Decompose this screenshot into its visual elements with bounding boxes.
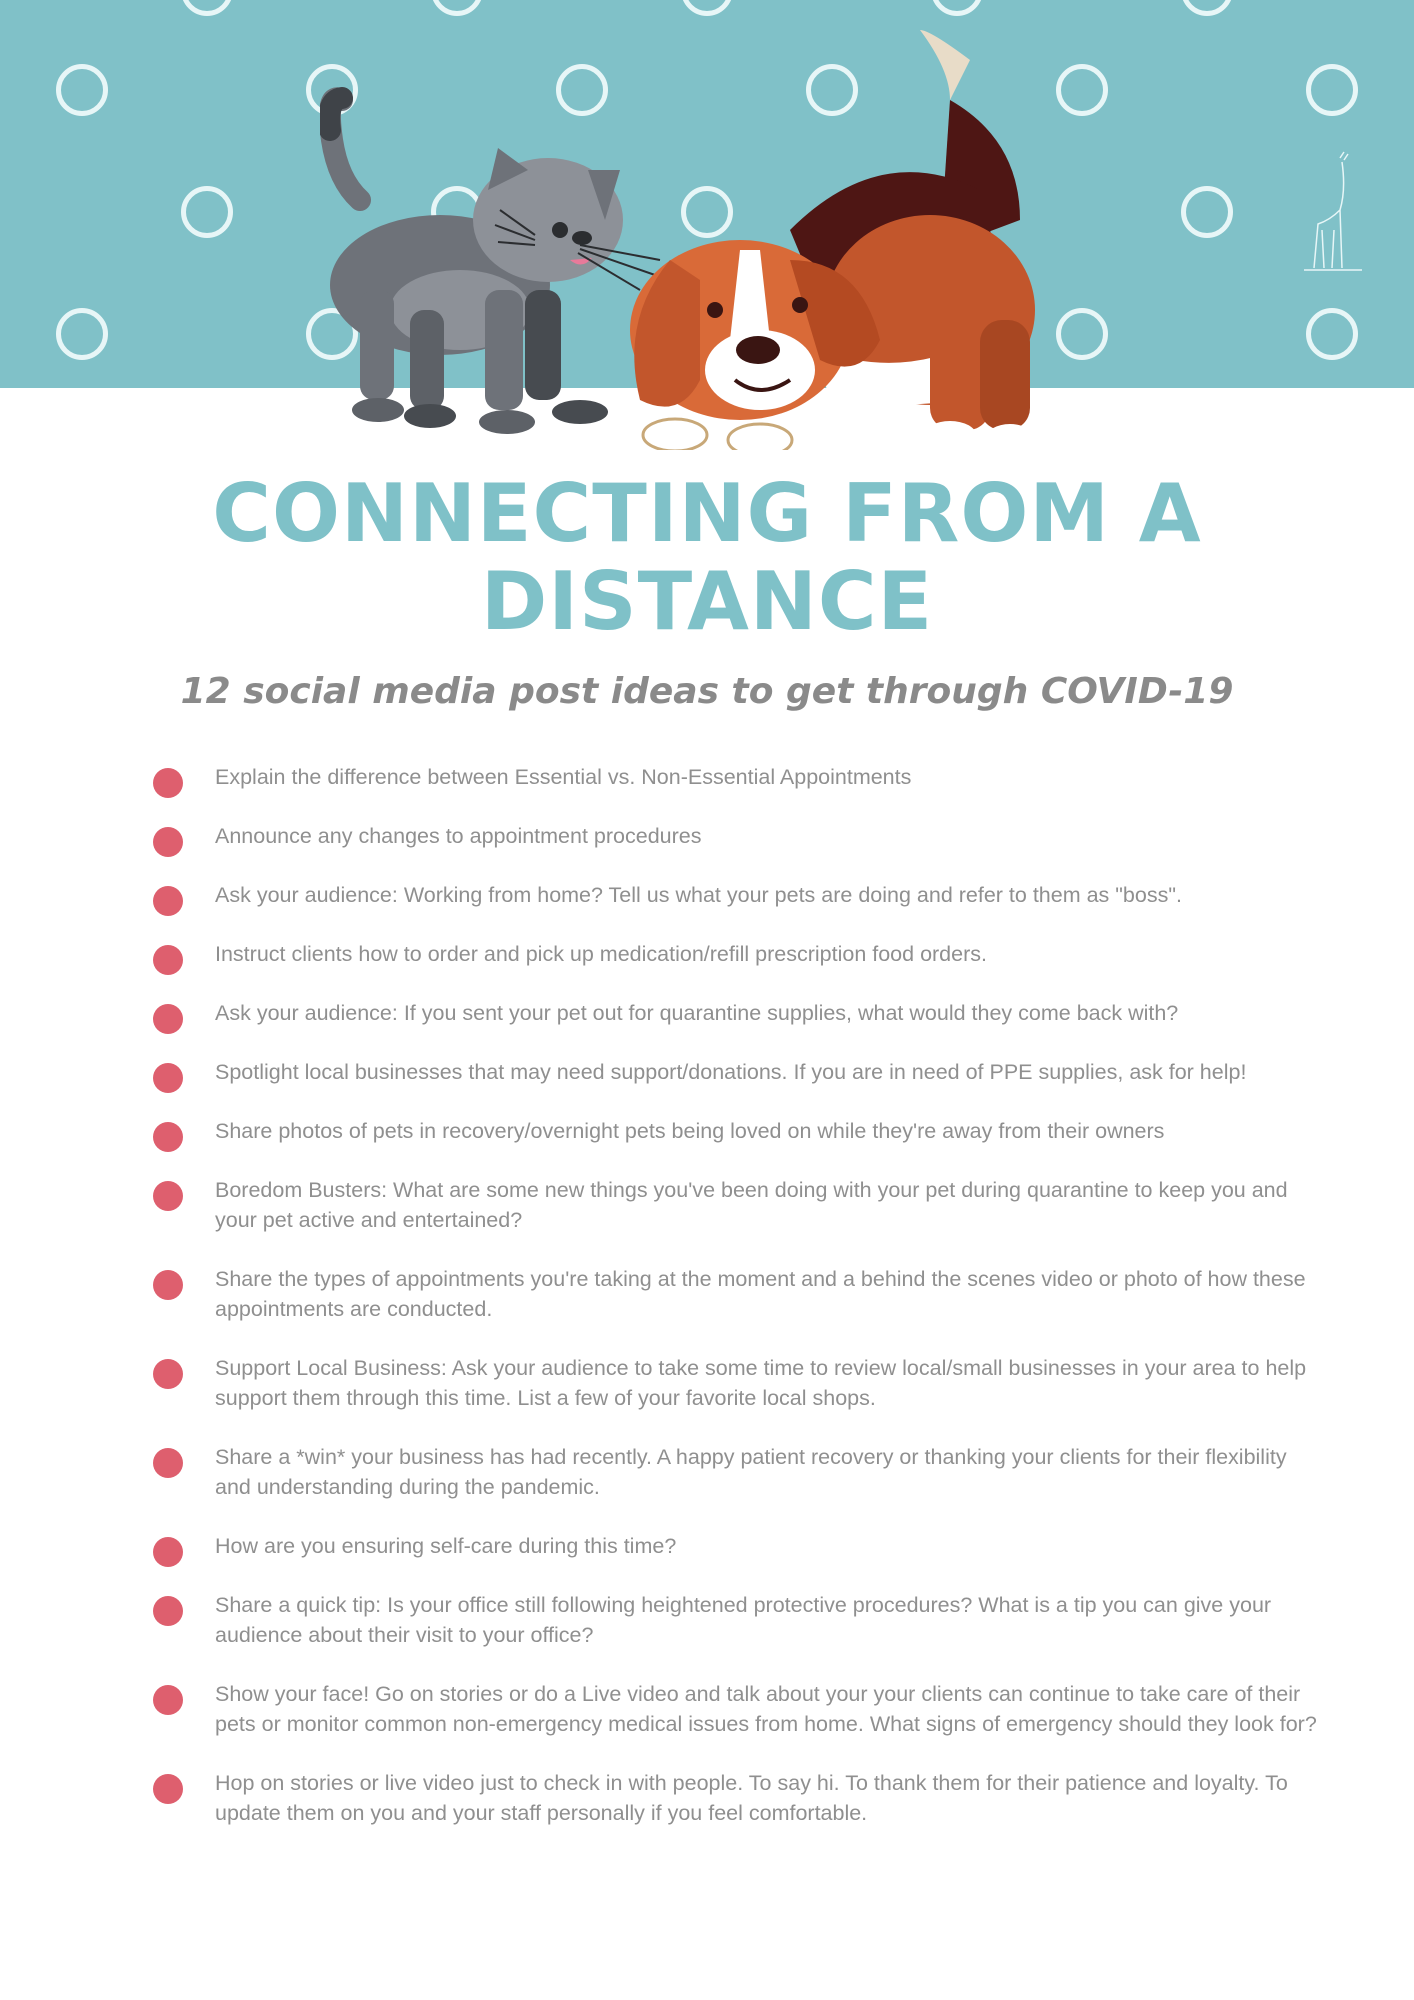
list-item bbox=[150, 1353, 1320, 1413]
list-item bbox=[150, 880, 1320, 910]
title-line-2: DISTANCE bbox=[480, 555, 934, 648]
list-item bbox=[150, 1679, 1320, 1739]
list-item-text: Show your face! Go on stories or do a Live video and talk about your your clients can continue to take care of their pets or monitor common non-emergency medical issues from home. What signs of emergency should they look for? bbox=[215, 1682, 1317, 1736]
list-item-text: Hop on stories or live video just to check in with people. To say hi. To thank them for their patience and loyalty. To update them on you and your staff personally if you feel comfortable. bbox=[215, 1771, 1288, 1825]
list-item-text: Announce any changes to appointment procedures bbox=[215, 824, 702, 848]
dog-illustration bbox=[630, 30, 1035, 450]
circle-decoration bbox=[681, 0, 733, 16]
circle-decoration bbox=[56, 308, 108, 360]
bullet-icon bbox=[153, 945, 183, 975]
list-item-text: Share a quick tip: Is your office still following heightened protective procedures? What is a tip you can give your audience about their visit to your office? bbox=[215, 1593, 1272, 1647]
list-item-text: Share a *win* your business has had recently. A happy patient recovery or thanking your clients for their flexibility and understanding during the pandemic. bbox=[215, 1445, 1287, 1499]
page-title bbox=[0, 467, 1414, 648]
list-item-text: Instruct clients how to order and pick up medication/refill prescription food orders. bbox=[215, 942, 987, 966]
post-ideas-list bbox=[150, 762, 1320, 1828]
bullet-icon bbox=[153, 1685, 183, 1715]
list-item-text: Support Local Business: Ask your audience to take some time to review local/small businesses in your area to help support them through this time. List a few of your favorite local shops. bbox=[215, 1356, 1307, 1410]
list-item-text: How are you ensuring self-care during this time? bbox=[215, 1534, 677, 1558]
bullet-icon bbox=[153, 1596, 183, 1626]
list-item-text: Share the types of appointments you're taking at the moment and a behind the scenes video or photo of how these appointments are conducted. bbox=[215, 1267, 1306, 1321]
bullet-icon bbox=[153, 1774, 183, 1804]
list-item bbox=[150, 1768, 1320, 1828]
list-item bbox=[150, 1175, 1320, 1235]
bullet-icon bbox=[153, 1004, 183, 1034]
circle-decoration bbox=[931, 0, 983, 16]
circle-decoration bbox=[181, 0, 233, 16]
list-item-text: Spotlight local businesses that may need support/donations. If you are in need of PPE supplies, ask for help! bbox=[215, 1060, 1247, 1084]
list-item-text: Boredom Busters: What are some new things you've been doing with your pet during quarantine to keep you and your pet active and entertained? bbox=[215, 1178, 1288, 1232]
list-item bbox=[150, 1264, 1320, 1324]
bullet-icon bbox=[153, 768, 183, 798]
list-item bbox=[150, 762, 1320, 792]
list-item bbox=[150, 998, 1320, 1028]
circle-decoration bbox=[1306, 64, 1358, 116]
list-item-text: Ask your audience: Working from home? Tell us what your pets are doing and refer to them as "boss". bbox=[215, 883, 1182, 907]
list-item-text: Ask your audience: If you sent your pet out for quarantine supplies, what would they come back with? bbox=[215, 1001, 1179, 1025]
list-item bbox=[150, 939, 1320, 969]
bullet-icon bbox=[153, 1359, 183, 1389]
list-item bbox=[150, 1116, 1320, 1146]
bullet-icon bbox=[153, 886, 183, 916]
bullet-icon bbox=[153, 1063, 183, 1093]
page-subtitle: 12 social media post ideas to get through COVID-19 bbox=[180, 671, 1234, 712]
list-item bbox=[150, 1442, 1320, 1502]
circle-decoration bbox=[1181, 0, 1233, 16]
bullet-icon bbox=[153, 827, 183, 857]
giraffe-sketch-icon bbox=[1300, 150, 1364, 280]
bullet-icon bbox=[153, 1537, 183, 1567]
title-line-1: CONNECTING FROM A bbox=[212, 467, 1202, 560]
circle-decoration bbox=[431, 0, 483, 16]
bullet-icon bbox=[153, 1270, 183, 1300]
pets-illustration bbox=[320, 20, 1080, 450]
cat-illustration bbox=[329, 98, 660, 434]
list-item-text: Share photos of pets in recovery/overnight pets being loved on while they're away from their owners bbox=[215, 1119, 1165, 1143]
bullet-icon bbox=[153, 1448, 183, 1478]
circle-decoration bbox=[181, 186, 233, 238]
list-item-text: Explain the difference between Essential vs. Non-Essential Appointments bbox=[215, 765, 912, 789]
list-item bbox=[150, 1057, 1320, 1087]
bullet-icon bbox=[153, 1181, 183, 1211]
list-item bbox=[150, 1590, 1320, 1650]
list-item bbox=[150, 821, 1320, 851]
circle-decoration bbox=[1181, 186, 1233, 238]
bullet-icon bbox=[153, 1122, 183, 1152]
circle-decoration bbox=[56, 64, 108, 116]
list-item bbox=[150, 1531, 1320, 1561]
circle-decoration bbox=[1306, 308, 1358, 360]
